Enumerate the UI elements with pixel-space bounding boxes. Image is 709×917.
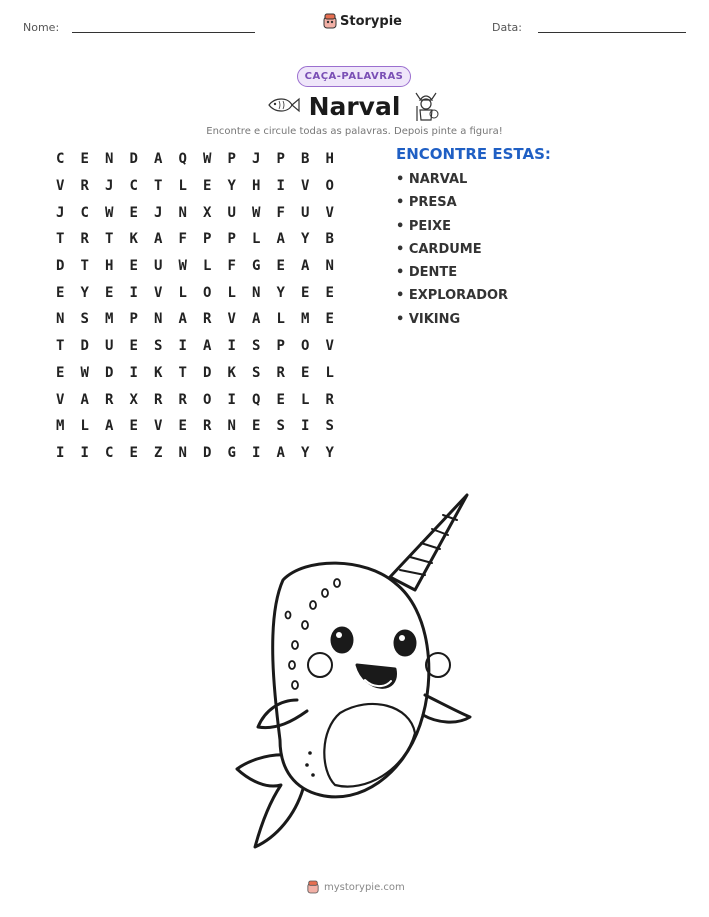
- grid-letter[interactable]: U: [227, 204, 236, 221]
- grid-letter[interactable]: R: [80, 178, 89, 195]
- grid-letter[interactable]: R: [105, 391, 114, 408]
- grid-letter[interactable]: K: [154, 364, 163, 381]
- grid-letter[interactable]: A: [105, 418, 114, 435]
- grid-letter[interactable]: A: [252, 311, 261, 328]
- grid-letter[interactable]: E: [276, 391, 285, 408]
- grid-letter[interactable]: E: [325, 311, 334, 328]
- grid-letter[interactable]: V: [154, 418, 163, 435]
- grid-letter[interactable]: E: [325, 284, 334, 301]
- word-item: • NARVAL: [396, 172, 468, 187]
- grid-letter[interactable]: W: [80, 364, 89, 381]
- grid-letter[interactable]: Z: [154, 444, 163, 461]
- grid-letter[interactable]: E: [105, 284, 114, 301]
- word-item: • PEIXE: [396, 218, 451, 234]
- grid-letter[interactable]: T: [56, 231, 65, 248]
- grid-letter[interactable]: I: [252, 444, 261, 461]
- grid-letter[interactable]: Y: [227, 178, 236, 195]
- grid-letter[interactable]: V: [154, 284, 163, 301]
- grid-letter[interactable]: N: [178, 444, 187, 461]
- word-list: [396, 172, 508, 335]
- grid-letter[interactable]: J: [56, 204, 65, 221]
- grid-letter[interactable]: M: [105, 311, 114, 328]
- grid-letter[interactable]: V: [56, 178, 65, 195]
- grid-letter[interactable]: N: [227, 418, 236, 435]
- grid-row: [48, 360, 342, 387]
- grid-letter[interactable]: J: [105, 178, 114, 195]
- grid-letter[interactable]: L: [203, 258, 212, 275]
- grid-letter[interactable]: F: [276, 204, 285, 221]
- grid-letter[interactable]: P: [227, 151, 236, 168]
- grid-letter[interactable]: Y: [325, 444, 334, 461]
- letter-grid: [48, 146, 342, 466]
- grid-letter[interactable]: R: [325, 391, 334, 408]
- grid-letter[interactable]: A: [203, 338, 212, 355]
- grid-letter[interactable]: D: [80, 338, 89, 355]
- grid-letter[interactable]: I: [80, 444, 89, 461]
- grid-letter[interactable]: N: [325, 258, 334, 275]
- grid-letter[interactable]: B: [325, 231, 334, 248]
- instructions: Encontre e circule todas as palavras. Depois pinte a figura!: [206, 126, 503, 137]
- date-label: Data:: [492, 21, 522, 34]
- grid-letter[interactable]: X: [203, 204, 212, 221]
- name-line[interactable]: [72, 32, 255, 33]
- grid-letter[interactable]: H: [325, 151, 334, 168]
- grid-letter[interactable]: E: [129, 444, 138, 461]
- word-item: • VIKING: [396, 311, 461, 327]
- grid-letter[interactable]: R: [203, 418, 212, 435]
- grid-letter[interactable]: N: [56, 311, 65, 328]
- grid-letter[interactable]: L: [80, 418, 89, 435]
- grid-letter[interactable]: A: [154, 231, 163, 248]
- grid-letter[interactable]: U: [105, 338, 114, 355]
- date-line[interactable]: [538, 32, 686, 33]
- grid-letter[interactable]: D: [203, 444, 212, 461]
- grid-letter[interactable]: G: [252, 258, 261, 275]
- grid-letter[interactable]: L: [301, 391, 310, 408]
- grid-letter[interactable]: O: [325, 178, 334, 195]
- footer-url[interactable]: mystorypie.com: [324, 881, 405, 893]
- grid-letter[interactable]: O: [203, 284, 212, 301]
- grid-letter[interactable]: E: [129, 258, 138, 275]
- grid-letter[interactable]: K: [129, 231, 138, 248]
- grid-row: [48, 386, 342, 413]
- grid-letter[interactable]: D: [56, 258, 65, 275]
- grid-row: [48, 413, 342, 440]
- grid-letter[interactable]: Q: [178, 151, 187, 168]
- grid-letter[interactable]: Y: [276, 284, 285, 301]
- puzzle-type-badge: CAÇA-PALAVRAS: [297, 66, 411, 87]
- grid-letter[interactable]: T: [178, 364, 187, 381]
- grid-letter[interactable]: U: [154, 258, 163, 275]
- grid-letter[interactable]: E: [301, 364, 310, 381]
- words-heading: ENCONTRE ESTAS:: [396, 145, 551, 163]
- grid-letter[interactable]: V: [301, 178, 310, 195]
- grid-letter[interactable]: P: [129, 311, 138, 328]
- grid-letter[interactable]: I: [129, 364, 138, 381]
- grid-letter[interactable]: S: [252, 338, 261, 355]
- grid-letter[interactable]: A: [154, 151, 163, 168]
- grid-letter[interactable]: D: [105, 364, 114, 381]
- grid-letter[interactable]: E: [252, 418, 261, 435]
- grid-row: [48, 226, 342, 253]
- grid-letter[interactable]: I: [129, 284, 138, 301]
- narwhal-coloring-image: [225, 485, 485, 855]
- page-title: Narval: [308, 92, 401, 121]
- grid-letter[interactable]: G: [227, 444, 236, 461]
- word-item: • EXPLORADOR: [396, 288, 509, 304]
- grid-letter[interactable]: Y: [301, 444, 310, 461]
- grid-letter[interactable]: X: [129, 391, 138, 408]
- grid-letter[interactable]: R: [154, 391, 163, 408]
- grid-letter[interactable]: C: [105, 444, 114, 461]
- grid-letter[interactable]: P: [227, 231, 236, 248]
- grid-letter[interactable]: A: [301, 258, 310, 275]
- grid-letter[interactable]: Y: [301, 231, 310, 248]
- grid-letter[interactable]: L: [252, 231, 261, 248]
- grid-letter[interactable]: I: [56, 444, 65, 461]
- grid-row: [48, 173, 342, 200]
- grid-letter[interactable]: C: [56, 151, 65, 168]
- grid-row: [48, 253, 342, 280]
- grid-letter[interactable]: R: [178, 391, 187, 408]
- grid-letter[interactable]: O: [301, 338, 310, 355]
- grid-letter[interactable]: S: [325, 418, 334, 435]
- grid-letter[interactable]: J: [252, 151, 261, 168]
- word-item: • CARDUME: [396, 241, 482, 257]
- word-item: • DENTE: [396, 265, 458, 281]
- grid-letter[interactable]: Y: [80, 284, 89, 301]
- grid-letter[interactable]: E: [129, 338, 138, 355]
- grid-letter[interactable]: H: [105, 258, 114, 275]
- word-item: • PRESA: [396, 195, 457, 211]
- grid-letter[interactable]: Q: [252, 391, 261, 408]
- grid-letter[interactable]: I: [227, 391, 236, 408]
- grid-letter[interactable]: W: [105, 204, 114, 221]
- grid-letter[interactable]: E: [56, 284, 65, 301]
- grid-letter[interactable]: E: [129, 204, 138, 221]
- grid-letter[interactable]: B: [301, 151, 310, 168]
- grid-row: [48, 146, 342, 173]
- grid-letter[interactable]: R: [203, 311, 212, 328]
- grid-row: [48, 306, 342, 333]
- grid-letter[interactable]: F: [178, 231, 187, 248]
- grid-letter[interactable]: A: [178, 311, 187, 328]
- grid-letter[interactable]: L: [178, 284, 187, 301]
- grid-letter[interactable]: W: [178, 258, 187, 275]
- grid-letter[interactable]: D: [129, 151, 138, 168]
- grid-letter[interactable]: N: [252, 284, 261, 301]
- grid-letter[interactable]: R: [276, 364, 285, 381]
- grid-letter[interactable]: E: [80, 151, 89, 168]
- grid-letter[interactable]: L: [227, 284, 236, 301]
- grid-letter[interactable]: P: [276, 151, 285, 168]
- grid-letter[interactable]: S: [276, 418, 285, 435]
- grid-letter[interactable]: I: [178, 338, 187, 355]
- grid-letter[interactable]: V: [227, 311, 236, 328]
- grid-letter[interactable]: N: [178, 204, 187, 221]
- grid-letter[interactable]: N: [154, 311, 163, 328]
- grid-letter[interactable]: T: [154, 178, 163, 195]
- grid-letter[interactable]: L: [325, 364, 334, 381]
- grid-letter[interactable]: P: [276, 338, 285, 355]
- grid-letter[interactable]: A: [80, 391, 89, 408]
- grid-letter[interactable]: N: [105, 151, 114, 168]
- grid-letter[interactable]: I: [276, 178, 285, 195]
- grid-letter[interactable]: D: [203, 364, 212, 381]
- grid-letter[interactable]: S: [154, 338, 163, 355]
- grid-letter[interactable]: I: [301, 418, 310, 435]
- grid-letter[interactable]: S: [80, 311, 89, 328]
- grid-letter[interactable]: O: [203, 391, 212, 408]
- grid-letter[interactable]: H: [252, 178, 261, 195]
- grid-row: [48, 333, 342, 360]
- grid-letter[interactable]: K: [227, 364, 236, 381]
- grid-letter[interactable]: R: [80, 231, 89, 248]
- grid-letter[interactable]: C: [80, 204, 89, 221]
- grid-letter[interactable]: V: [325, 204, 334, 221]
- storypie-mascot-icon: [307, 880, 319, 894]
- grid-letter[interactable]: E: [301, 284, 310, 301]
- grid-letter[interactable]: U: [301, 204, 310, 221]
- storypie-mascot-icon: [323, 13, 337, 29]
- grid-letter[interactable]: M: [56, 418, 65, 435]
- name-label: Nome:: [23, 21, 60, 34]
- grid-letter[interactable]: I: [227, 338, 236, 355]
- grid-letter[interactable]: E: [56, 364, 65, 381]
- grid-letter[interactable]: T: [80, 258, 89, 275]
- grid-letter[interactable]: A: [276, 231, 285, 248]
- grid-letter[interactable]: E: [203, 178, 212, 195]
- grid-letter[interactable]: T: [56, 338, 65, 355]
- footer: [307, 880, 405, 894]
- grid-letter[interactable]: W: [203, 151, 212, 168]
- grid-letter[interactable]: T: [105, 231, 114, 248]
- grid-letter[interactable]: V: [325, 338, 334, 355]
- grid-letter[interactable]: E: [178, 418, 187, 435]
- grid-letter[interactable]: S: [252, 364, 261, 381]
- grid-letter[interactable]: L: [276, 311, 285, 328]
- viking-icon: [413, 90, 439, 122]
- grid-letter[interactable]: E: [276, 258, 285, 275]
- grid-letter[interactable]: L: [178, 178, 187, 195]
- grid-row: [48, 199, 342, 226]
- grid-letter[interactable]: P: [203, 231, 212, 248]
- brand-name: Storypie: [340, 13, 402, 29]
- grid-row: [48, 440, 342, 467]
- grid-letter[interactable]: M: [301, 311, 310, 328]
- grid-letter[interactable]: E: [129, 418, 138, 435]
- grid-row: [48, 279, 342, 306]
- grid-letter[interactable]: F: [227, 258, 236, 275]
- grid-letter[interactable]: J: [154, 204, 163, 221]
- brand-logo: [323, 13, 402, 29]
- grid-letter[interactable]: W: [252, 204, 261, 221]
- grid-letter[interactable]: A: [276, 444, 285, 461]
- grid-letter[interactable]: V: [56, 391, 65, 408]
- grid-letter[interactable]: C: [129, 178, 138, 195]
